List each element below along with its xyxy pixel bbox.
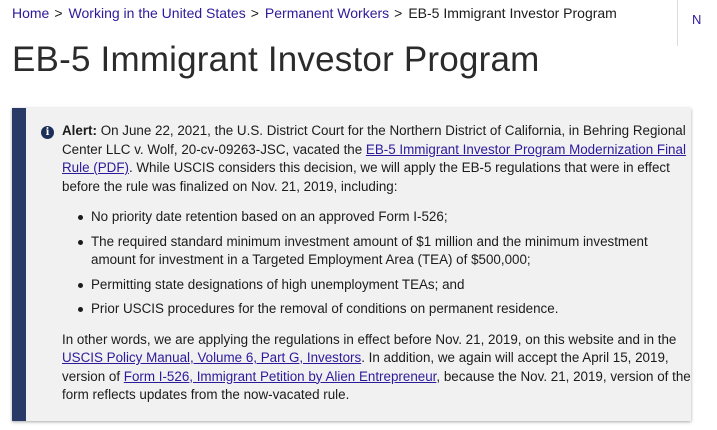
- alert-label: Alert:: [62, 123, 97, 138]
- breadcrumb-current: EB-5 Immigrant Investor Program: [408, 5, 617, 21]
- page-title: EB-5 Immigrant Investor Program: [12, 40, 540, 79]
- policy-manual-link[interactable]: USCIS Policy Manual, Volume 6, Part G, Investors: [62, 350, 362, 365]
- alert-intro-text: On June 22, 2021, the U.S. District Court for the Northern District of California, in Behring Regional Center LLC v. Wolf, 20-cv-09263-JSC, vacated the: [62, 123, 686, 157]
- list-item: Permitting state designations of high unemployment TEAs; and: [91, 276, 692, 295]
- breadcrumb-separator: >: [54, 5, 63, 21]
- info-icon: i: [41, 126, 54, 139]
- alert-intro: [62, 122, 692, 196]
- breadcrumb: [12, 3, 617, 23]
- breadcrumb-working-link[interactable]: Working in the United States: [68, 5, 246, 21]
- alert-list: [62, 208, 692, 319]
- list-item: The required standard minimum investment amount of $1 million and the minimum investment amount for investment in a Targeted Employment Area (TEA) of $500,000;: [91, 233, 692, 270]
- breadcrumb-separator: >: [250, 5, 259, 21]
- alert-body: [62, 122, 692, 405]
- alert-outro-text-2: . In addition, we again will accept the April 15, 2019, version of: [62, 350, 669, 384]
- list-item: No priority date retention based on an approved Form I-526;: [91, 208, 692, 227]
- alert-outro: [62, 331, 692, 405]
- alert-box: [12, 108, 691, 421]
- final-rule-pdf-link[interactable]: EB-5 Immigrant Investor Program Modernization Final Rule (PDF): [62, 141, 686, 175]
- breadcrumb-separator: >: [394, 5, 403, 21]
- list-item: Prior USCIS procedures for the removal of conditions on permanent residence.: [91, 300, 692, 319]
- alert-outro-text: In other words, we are applying the regulations in effect before Nov. 21, 2019, on this website and in the: [62, 331, 677, 347]
- sidebar-nav-stub-text[interactable]: N: [692, 12, 702, 27]
- alert-outro-text-3: , because the Nov. 21, 2019, version of the form reflects updates from the now-vacated rule.: [62, 368, 691, 402]
- sidebar-nav-stub[interactable]: [677, 0, 717, 46]
- form-i526-link[interactable]: Form I-526, Immigrant Petition by Alien Entrepreneur: [123, 368, 437, 384]
- alert-intro-text-2: . While USCIS considers this decision, we will apply the EB-5 regulations that were in effect before the rule was finalized on Nov. 21, 2019, including:: [62, 160, 670, 194]
- breadcrumb-permanent-workers-link[interactable]: Permanent Workers: [264, 5, 390, 21]
- breadcrumb-home-link[interactable]: Home: [12, 5, 50, 21]
